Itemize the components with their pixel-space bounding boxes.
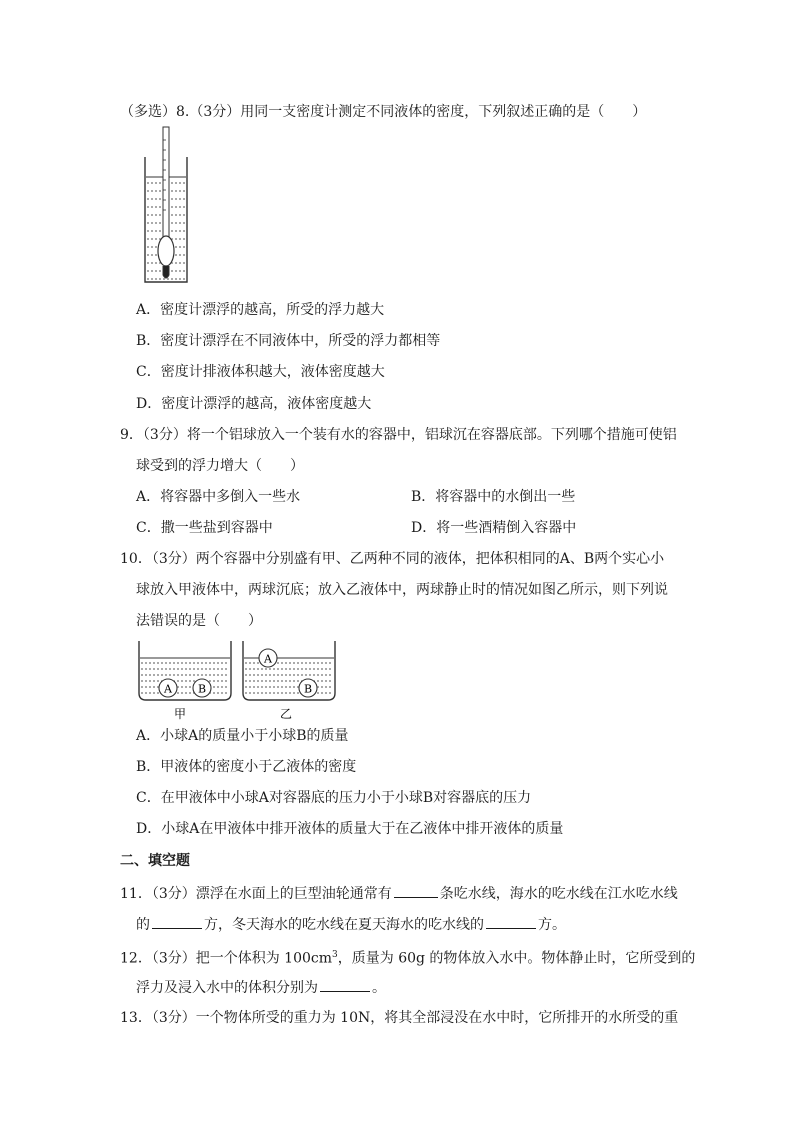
label-yi: 乙 <box>279 707 293 721</box>
q12-line1 <box>120 945 695 969</box>
q9-option-d: D．将一些酒精倒入容器中 <box>411 520 577 536</box>
q11-blank-1[interactable] <box>394 882 438 898</box>
q12-line2 <box>136 976 386 998</box>
q9-option-c: C．撒一些盐到容器中 <box>136 520 273 536</box>
q8-stem-text: （3分）用同一支密度计测定不同液体的密度，下列叙述正确的是（ ） <box>189 104 647 120</box>
q9-stem-line2: 球受到的浮力增大（ ） <box>136 458 304 474</box>
q11-text-4: 方，冬天海水的吃水线在夏天海水的吃水线的 <box>204 917 484 933</box>
q8-prefix: （多选） <box>120 104 176 120</box>
q9-option-b: B．将容器中的水倒出一些 <box>411 489 576 505</box>
q11-text-1: 11．（3分）漂浮在水面上的巨型油轮通常有 <box>120 886 392 902</box>
q12-blank-1[interactable] <box>320 976 370 992</box>
q11-blank-3[interactable] <box>486 913 536 929</box>
q9-stem-line1: 9．（3分）将一个铝球放入一个装有水的容器中，铝球沉在容器底部。下列哪个措施可使铝 <box>120 427 677 443</box>
q8-option-d: D．密度计漂浮的越高，液体密度越大 <box>136 396 372 412</box>
q10-option-a: A．小球A的质量小于小球B的质量 <box>136 728 349 744</box>
q11-text-5: 方。 <box>538 917 566 933</box>
q12-text-3: 浮力及浸入水中的体积分别为 <box>136 980 318 996</box>
q10-option-b: B．甲液体的密度小于乙液体的密度 <box>136 759 357 775</box>
q11-text-3: 的 <box>136 917 150 933</box>
q12-text-2: ，质量为 60g 的物体放入水中。物体静止时，它所受到的 <box>337 950 696 967</box>
q8-number: 8. <box>176 104 190 120</box>
ball-a-jia-label: A <box>164 682 172 696</box>
q10-option-d: D．小球A在甲液体中排开液体的质量大于在乙液体中排开液体的质量 <box>136 821 564 837</box>
label-jia: 甲 <box>173 707 187 721</box>
q8-option-c: C．密度计排液体积越大，液体密度越大 <box>136 364 385 380</box>
container-yi <box>243 641 335 721</box>
q11-text-2: 条吃水线，海水的吃水线在江水吃水线 <box>439 886 678 902</box>
q11-line2 <box>136 913 566 935</box>
q13-line1: 13．（3分）一个物体所受的重力为 10N，将其全部浸没在水中时，它所排开的水所受的重 <box>120 1010 679 1026</box>
q8-option-b: B．密度计漂浮在不同液体中，所受的浮力都相等 <box>136 333 441 349</box>
q9-option-a: A．将容器中多倒入一些水 <box>136 489 301 505</box>
q11-line1 <box>120 882 678 904</box>
ball-a-yi-label: A <box>264 652 272 666</box>
containers-figure <box>136 638 340 726</box>
hydrometer-figure <box>143 125 191 285</box>
container-jia <box>139 641 231 721</box>
q11-blank-2[interactable] <box>152 913 202 929</box>
q10-stem-line3: 法错误的是（ ） <box>136 613 262 629</box>
ball-b-jia-label: B <box>197 682 207 696</box>
q10-stem-line1: 10．（3分）两个容器中分别盛有甲、乙两种不同的液体，把体积相同的A、B两个实心小 <box>120 551 665 567</box>
q12-text-4: 。 <box>372 980 386 996</box>
q8-option-a: A．密度计漂浮的越高，所受的浮力越大 <box>136 302 385 318</box>
ball-b-yi-label: B <box>303 682 313 696</box>
section-fill-in-title: 二、填空题 <box>120 853 190 869</box>
q10-option-c: C．在甲液体中小球A对容器底的压力小于小球B对容器底的压力 <box>136 790 532 806</box>
q12-text-1: 12．（3分）把一个体积为 100cm <box>120 950 333 967</box>
q8-stem <box>120 102 646 122</box>
q10-stem-line2: 球放入甲液体中，两球沉底；放入乙液体中，两球静止时的情况如图乙所示，则下列说 <box>136 582 668 598</box>
q12-superscript: 3 <box>332 950 338 960</box>
